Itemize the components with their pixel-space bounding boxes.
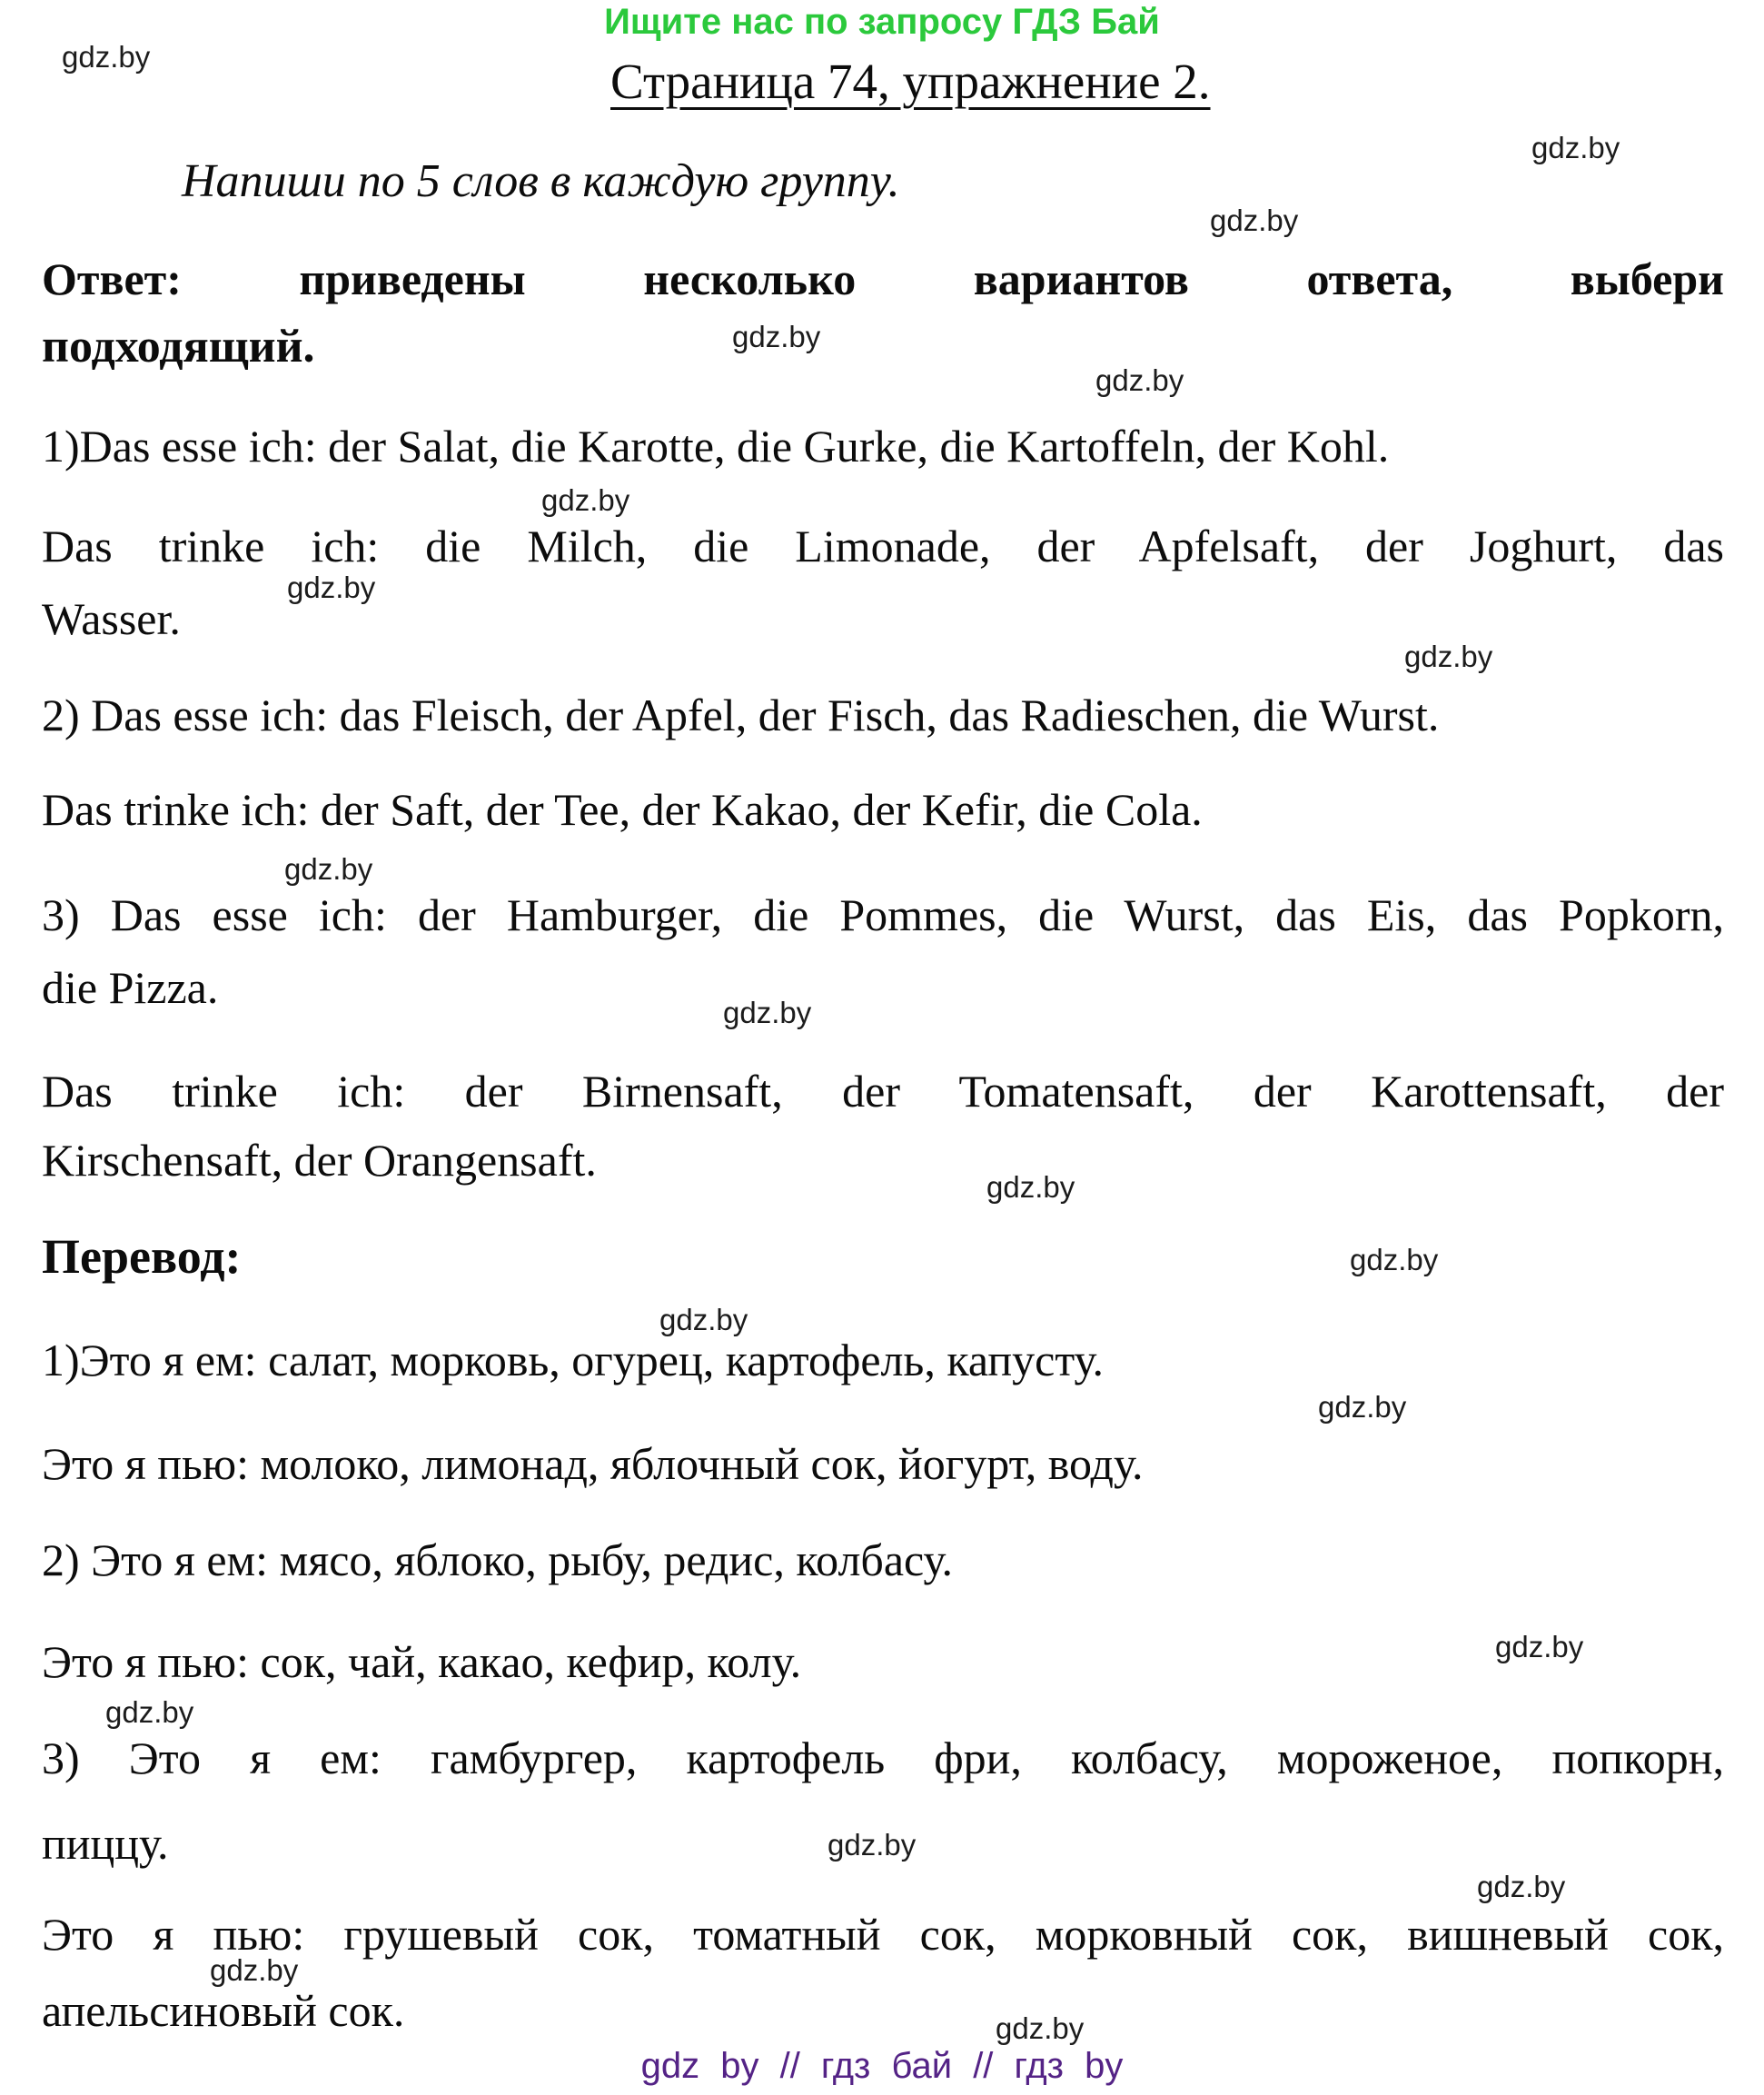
german-group3-drink-line1: Das trinke ich: der Birnensaft, der Tomatensaft, der Karottensaft, der: [42, 1066, 1724, 1117]
german-group2-drink: Das trinke ich: der Saft, der Tee, der Kakao, der Kefir, die Cola.: [42, 784, 1203, 835]
watermark-gdz-by: gdz.by: [1495, 1630, 1584, 1663]
page-title: Страница 74, упражнение 2.: [610, 54, 1211, 109]
watermark-gdz-by: gdz.by: [1404, 640, 1493, 673]
watermark-gdz-by: gdz.by: [996, 2011, 1085, 2045]
watermark-gdz-by: gdz.by: [1350, 1243, 1439, 1276]
watermark-gdz-by: gdz.by: [284, 852, 373, 886]
german-group3-eat-line2: die Pizza.: [42, 962, 219, 1013]
german-group1-drink-line2: Wasser.: [42, 593, 181, 644]
russian-group1-eat: 1)Это я ем: салат, морковь, огурец, картофель, капусту.: [42, 1335, 1105, 1385]
translation-heading: Перевод:: [42, 1229, 242, 1284]
german-group3-eat-line1: 3) Das esse ich: der Hamburger, die Pommes, die Wurst, das Eis, das Popkorn,: [42, 889, 1724, 940]
russian-group1-drink: Это я пью: молоко, лимонад, яблочный сок, йогурт, воду.: [42, 1438, 1144, 1489]
promo-header: Ищите нас по запросу ГДЗ Бай: [604, 2, 1160, 42]
watermark-gdz-by: gdz.by: [1210, 204, 1299, 237]
watermark-gdz-by: gdz.by: [62, 40, 151, 74]
answer-intro-line-1: Ответ: приведены несколько вариантов ответа, выбери: [42, 253, 1724, 304]
footer-brand-links: gdz by // гдз бай // гдз by: [640, 2046, 1124, 2086]
russian-group3-eat-line1: 3) Это я ем: гамбургер, картофель фри, колбасу, мороженое, попкорн,: [42, 1733, 1724, 1783]
watermark-gdz-by: gdz.by: [986, 1170, 1075, 1204]
watermark-gdz-by: gdz.by: [723, 996, 812, 1029]
german-group3-drink-line2: Kirschensaft, der Orangensaft.: [42, 1135, 597, 1186]
watermark-gdz-by: gdz.by: [287, 571, 376, 604]
russian-group3-eat-line2: пиццу.: [42, 1818, 169, 1869]
watermark-gdz-by: gdz.by: [1531, 131, 1620, 164]
russian-group3-drink-line1: Это я пью: грушевый сок, томатный сок, морковный сок, вишневый сок,: [42, 1909, 1724, 1960]
german-group1-drink-line1: Das trinke ich: die Milch, die Limonade, der Apfelsaft, der Joghurt, das: [42, 521, 1724, 571]
russian-group3-drink-line2: апельсиновый сок.: [42, 1985, 405, 2036]
russian-group2-eat: 2) Это я ем: мясо, яблоко, рыбу, редис, колбасу.: [42, 1534, 954, 1585]
watermark-gdz-by: gdz.by: [827, 1828, 917, 1862]
watermark-gdz-by: gdz.by: [732, 320, 821, 353]
watermark-gdz-by: gdz.by: [1095, 363, 1184, 397]
task-instruction: Напиши по 5 слов в каждую группу.: [182, 155, 900, 207]
watermark-gdz-by: gdz.by: [210, 1953, 299, 1987]
watermark-gdz-by: gdz.by: [105, 1695, 194, 1729]
watermark-gdz-by: gdz.by: [1477, 1870, 1566, 1903]
answer-intro-line-2: подходящий.: [42, 321, 315, 372]
watermark-gdz-by: gdz.by: [1318, 1390, 1407, 1424]
russian-group2-drink: Это я пью: сок, чай, какао, кефир, колу.: [42, 1636, 802, 1687]
german-group1-eat: 1)Das esse ich: der Salat, die Karotte, die Gurke, die Kartoffeln, der Kohl.: [42, 421, 1390, 472]
german-group2-eat: 2) Das esse ich: das Fleisch, der Apfel, der Fisch, das Radieschen, die Wurst.: [42, 690, 1440, 740]
watermark-gdz-by: gdz.by: [541, 483, 630, 517]
watermark-gdz-by: gdz.by: [659, 1303, 748, 1336]
